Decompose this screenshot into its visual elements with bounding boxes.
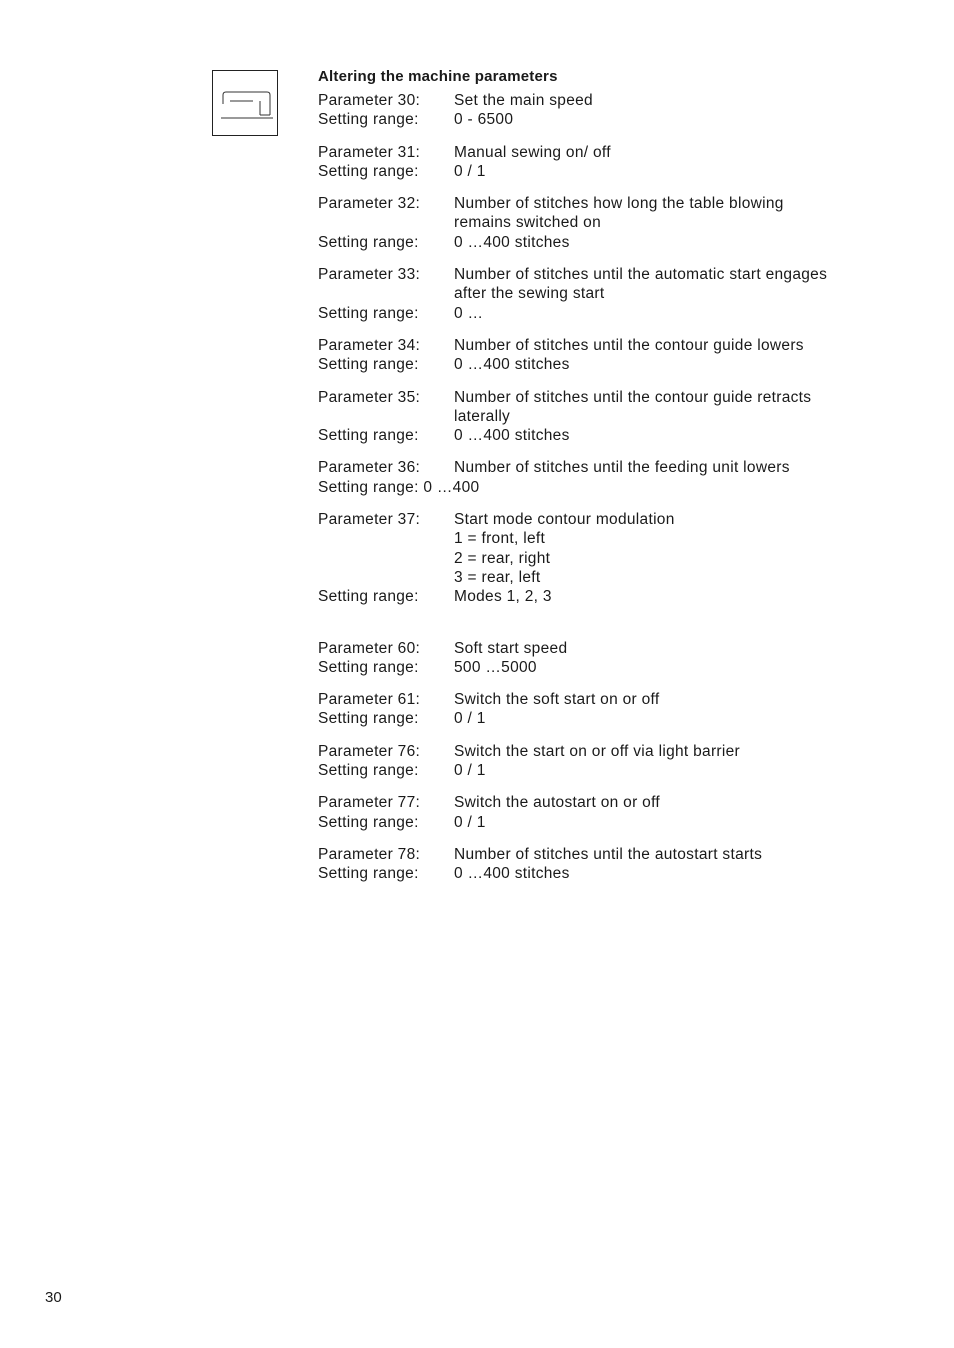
setting-range-value: 0 …400 stitches (454, 865, 570, 883)
parameter-label: Parameter 35: (318, 388, 421, 406)
parameter-31 (318, 143, 918, 182)
parameter-30 (318, 91, 918, 130)
parameter-61 (318, 690, 918, 729)
parameter-label: Parameter 60: (318, 639, 421, 657)
setting-range-value: 0 …400 stitches (454, 427, 570, 445)
parameter-36 (318, 458, 918, 497)
setting-range-label: Setting range: (318, 356, 419, 374)
parameter-list (318, 67, 918, 897)
parameter-description: Switch the autostart on or off (454, 794, 661, 812)
setting-range-value: 0 / 1 (454, 762, 486, 780)
section-heading: Altering the machine parameters (318, 68, 558, 85)
parameter-label: Parameter 33: (318, 266, 421, 284)
parameter-description: Soft start speed (454, 639, 568, 657)
parameter-label: Parameter 34: (318, 336, 421, 354)
parameter-label: Parameter 76: (318, 742, 421, 760)
setting-range-label: Setting range: (318, 658, 419, 676)
setting-range-label: Setting range: (318, 427, 419, 445)
setting-range-label: Setting range: (318, 111, 419, 129)
setting-range-label: Setting range: (318, 813, 419, 831)
parameter-description: Number of stitches until the automatic start engages (454, 266, 828, 284)
parameter-description: Number of stitches until the feeding unit lowers (454, 459, 790, 477)
parameter-label: Parameter 32: (318, 195, 421, 213)
setting-range-value: Modes 1, 2, 3 (454, 588, 552, 606)
control-panel-display-icon (212, 70, 278, 136)
parameter-77 (318, 793, 918, 832)
parameter-label: Parameter 37: (318, 511, 421, 529)
setting-range-value: 0 - 6500 (454, 111, 514, 129)
setting-range-value: 500 …5000 (454, 658, 537, 676)
parameter-description: Set the main speed (454, 92, 593, 109)
setting-range-label: Setting range: (318, 304, 419, 322)
setting-range-label: Setting range: (318, 233, 419, 251)
setting-range-value: 0 …400 stitches (454, 233, 570, 251)
parameter-33 (318, 265, 918, 323)
parameter-37 (318, 510, 918, 606)
parameter-76 (318, 742, 918, 781)
parameter-description: Switch the soft start on or off (454, 691, 660, 709)
parameter-label: Parameter 30: (318, 92, 421, 109)
parameter-description: remains switched on (454, 214, 601, 232)
parameter-description: 1 = front, left (454, 530, 546, 548)
parameter-description: Manual sewing on/ off (454, 143, 611, 161)
setting-range-value: 0 …400 stitches (454, 356, 570, 374)
parameter-description: Number of stitches until the contour guide lowers (454, 336, 804, 354)
parameter-label: Parameter 61: (318, 691, 421, 709)
parameter-description: after the sewing start (454, 285, 605, 303)
parameter-description: Switch the start on or off via light barrier (454, 742, 741, 760)
setting-range-label: Setting range: (318, 865, 419, 883)
setting-range-value: 0 / 1 (454, 162, 486, 180)
parameter-60 (318, 639, 918, 678)
page-number: 30 (45, 1289, 62, 1306)
parameter-32 (318, 194, 918, 252)
setting-range-value: 0 / 1 (454, 710, 486, 728)
setting-range-value: 0 / 1 (454, 813, 486, 831)
parameter-description: Start mode contour modulation (454, 511, 675, 529)
parameter-78 (318, 845, 918, 884)
parameter-35 (318, 388, 918, 446)
setting-range-value: 0 … (454, 304, 484, 322)
parameter-description: Number of stitches until the contour guide retracts (454, 388, 812, 406)
parameter-label: Parameter 77: (318, 794, 421, 812)
parameter-description: 2 = rear, right (454, 549, 551, 567)
parameter-description: Number of stitches until the autostart starts (454, 845, 763, 863)
setting-range-label: Setting range: (318, 710, 419, 728)
setting-range-label: Setting range: (318, 162, 419, 180)
setting-range-label: Setting range: (318, 588, 419, 606)
parameter-label: Parameter 31: (318, 143, 421, 161)
parameter-34 (318, 336, 918, 375)
setting-range-inline: Setting range: 0 …400 (318, 478, 480, 496)
parameter-description: laterally (454, 407, 511, 425)
parameter-label: Parameter 78: (318, 845, 421, 863)
setting-range-label: Setting range: (318, 762, 419, 780)
parameter-label: Parameter 36: (318, 459, 421, 477)
parameter-description: Number of stitches how long the table blowing (454, 195, 784, 213)
parameter-description: 3 = rear, left (454, 568, 541, 586)
